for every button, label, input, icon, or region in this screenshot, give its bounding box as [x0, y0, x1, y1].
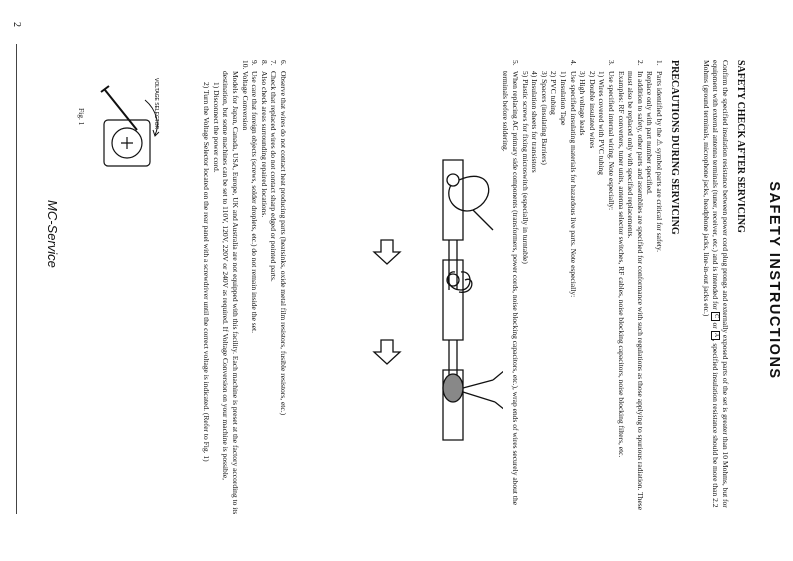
item-10-sub-2: 2) Turn the Voltage Selector located on the rear panel with a screwdriver until the correct voltage is indicated. (Refer to Fig. 1) [202, 82, 212, 462]
item-3-sub-2: 2) Double insulated wires [587, 71, 597, 149]
item-number: 10. [240, 60, 250, 70]
precaution-item-3 [578, 60, 616, 525]
precautions-heading: PRECAUTIONS DURING SERVICING [669, 60, 680, 235]
item-3-sub-3: 3) High voltage leads [578, 71, 588, 136]
class-a-symbol-icon: A [711, 331, 720, 340]
page-title: SAFETY INSTRUCTIONS [766, 181, 782, 380]
item-number: 2. [635, 60, 645, 66]
page-number: 2 [11, 22, 22, 27]
safety-check-heading: SAFETY CHECK AFTER SERVICING [735, 60, 746, 233]
lower-items-list [202, 60, 288, 525]
precaution-item-6 [278, 60, 288, 525]
precaution-item-1 [645, 60, 664, 525]
item-4-sub-1: 1) Insulation Tape [559, 71, 569, 126]
arrow-right-icon [374, 340, 400, 364]
item-6-text: Observe that wires do not contact heat producing parts (heatsinks, oxide metal film resistors, fusible resistors, etc.) [279, 71, 288, 416]
item-number: 6. [279, 60, 288, 66]
wire-wrapping-illustration [293, 140, 503, 460]
service-mark: MC-Service [45, 200, 60, 268]
item-10-sub-1: 1) Disconnect the power cord. [211, 82, 221, 173]
item-3-text: Use specified internal wiring. Note especially: [607, 71, 617, 211]
safety-check-text-b: , specified insulation resistance should be more than 2.2 Mohms (ground terminals, microphone jacks, headphone jacks, line-in-out jacks etc.) [701, 60, 721, 508]
item-4-sub-3: 3) Spacers (insulating Barriers) [539, 71, 549, 165]
screwdriver-icon [101, 86, 137, 130]
safety-check-text-a: Confirm the specified insulation resistance between power cord plug prongs and externally exposed parts of the set is greater than 10 Mohms, but for equipment with external antenna terminals (tuner, receiver, etc.) and is intended for [711, 60, 730, 508]
arrow-right-icon [374, 240, 400, 264]
warning-triangle-icon: ⚠ [654, 138, 664, 147]
safety-check-text-or: or [711, 322, 721, 329]
voltage-selector-figure [90, 70, 165, 175]
item-2-text: In addition to safety, other parts and assemblies are specified for conformance with such regulations as those applying to spurious radiation. These must also be replaced only with specified replacements. [626, 71, 645, 511]
item-8-text: Also check areas surrounding repaired locations. [259, 71, 269, 218]
precaution-item-9 [250, 60, 260, 525]
item-7-text: Check that replaced wires do not contact sharp edged or pointed parts. [269, 71, 279, 282]
item-1-text-pre: Parts identified by the [655, 71, 664, 138]
class-c-symbol-icon: C [711, 312, 720, 321]
item-4-sub-4: 4) Insulation sheets for transistors [530, 71, 540, 173]
precaution-item-7 [269, 60, 279, 525]
precaution-item-5 [501, 60, 520, 525]
precaution-item-4 [520, 60, 578, 525]
precaution-item-10 [202, 60, 250, 525]
figure-caption: Fig. 1 [77, 108, 86, 126]
safety-check-paragraph [701, 60, 730, 525]
item-number: 4. [568, 60, 578, 66]
item-number: 8. [259, 60, 269, 66]
safety-check-section [701, 60, 746, 525]
item-2-examples: Examples: RF converters, tuner units, antenna selector switches, RF cables, noise blocking capacitors, noise blocking filters, etc. [616, 71, 626, 458]
item-number: 5. [511, 60, 521, 66]
item-number: 1. [655, 60, 664, 66]
precautions-section [501, 60, 680, 525]
item-1-text-post: symbol parts are critical for safety. [655, 147, 664, 253]
item-4-text: Use specified insulating materials for hazardous live parts. Note especially: [568, 71, 578, 298]
item-number: 7. [269, 60, 279, 66]
item-4-sub-5: 5) Plastic screws for fixing microswitch (especially in turntable) [520, 71, 530, 264]
item-1-text-cont: Replace only with part number specified. [645, 71, 655, 195]
item-10-title: Voltage Conversion [240, 71, 250, 131]
item-9-text: Use care that foreign objects (screws, solder droplets, etc.) do not remain inside the set. [250, 71, 260, 333]
item-3-sub-1: 1) Wires covered with PVC tubing [597, 71, 607, 175]
precaution-item-2 [616, 60, 645, 525]
footer-rule [16, 44, 17, 514]
item-number: 9. [250, 60, 260, 66]
item-10-text: Models for Japan, Canada, USA, Europe, UK and Australia are not equipped with this facility. Each machine is preset at the factory according to its destination, but some machines can be set to 110V, 120V, 220V or 240V as required. If Voltage Conversion on your machine is possible, [221, 71, 241, 515]
soldering-step-icon [443, 370, 503, 440]
item-4-sub-2: 2) PVC tubing [549, 71, 559, 115]
item-number: 3. [607, 60, 617, 66]
voltage-selector-label: VOLTAGE SELECTOR [153, 78, 159, 130]
precautions-list [501, 60, 664, 525]
item-5-text: When replacing AC primary side components (transformers, power cords, noise blocking capacitors, etc.), wrap ends of wires securely about the terminals before soldering. [501, 71, 521, 506]
wire-hook-step-icon [443, 160, 493, 290]
precaution-item-8 [259, 60, 269, 525]
